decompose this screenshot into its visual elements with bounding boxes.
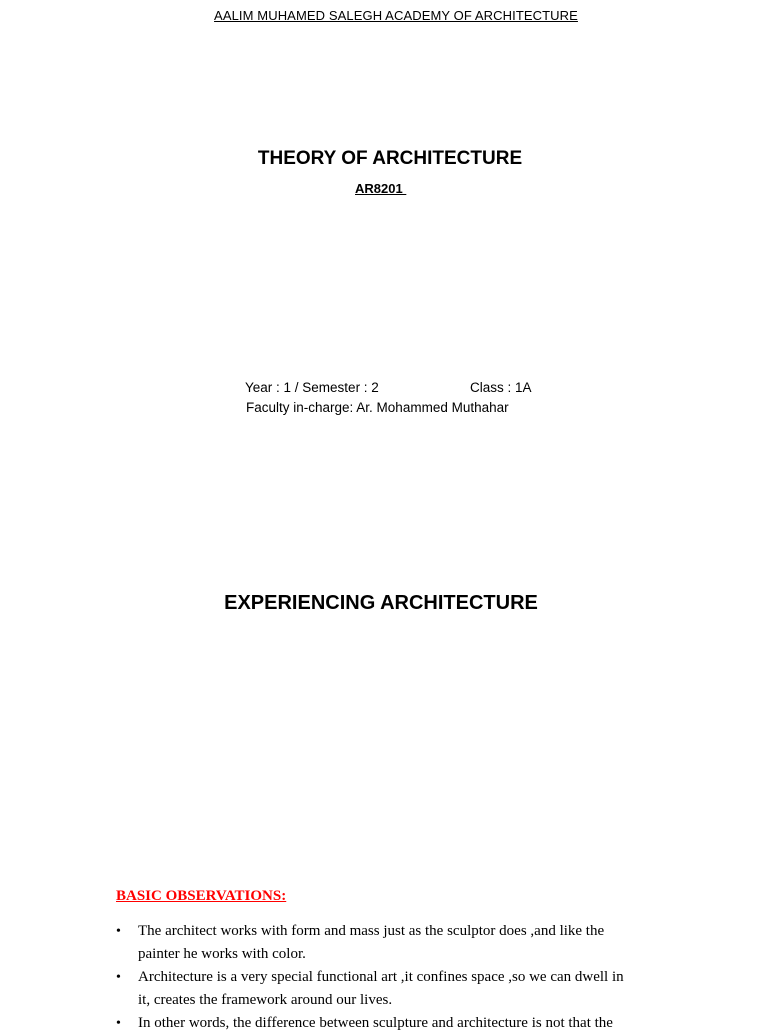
class-label: Class : 1A — [470, 380, 532, 395]
bullet-icon: • — [116, 924, 121, 939]
section-title: EXPERIENCING ARCHITECTURE — [224, 592, 538, 614]
list-item — [116, 920, 636, 966]
observation-text: The architect works with form and mass just as the sculptor does ,and like the painter he works with color. — [138, 923, 605, 962]
year-semester: Year : 1 / Semester : 2 — [245, 380, 379, 395]
observation-text: Architecture is a very special functional art ,it confines space ,so we can dwell in it, creates the framework around our lives. — [138, 969, 624, 1008]
list-item — [116, 966, 636, 1012]
observations-list — [116, 920, 636, 1035]
observation-text: In other words, the difference between sculpture and architecture is not that the — [138, 1015, 613, 1031]
bullet-icon: • — [116, 1016, 121, 1031]
bullet-icon: • — [116, 970, 121, 985]
observations-heading: BASIC OBSERVATIONS: — [116, 888, 287, 904]
faculty-in-charge: Faculty in-charge: Ar. Mohammed Muthahar — [246, 400, 509, 415]
subject-code: AR8201 — [355, 181, 407, 196]
academy-name: AALIM MUHAMED SALEGH ACADEMY OF ARCHITECTURE — [214, 8, 578, 23]
subject-title: THEORY OF ARCHITECTURE — [257, 148, 523, 169]
